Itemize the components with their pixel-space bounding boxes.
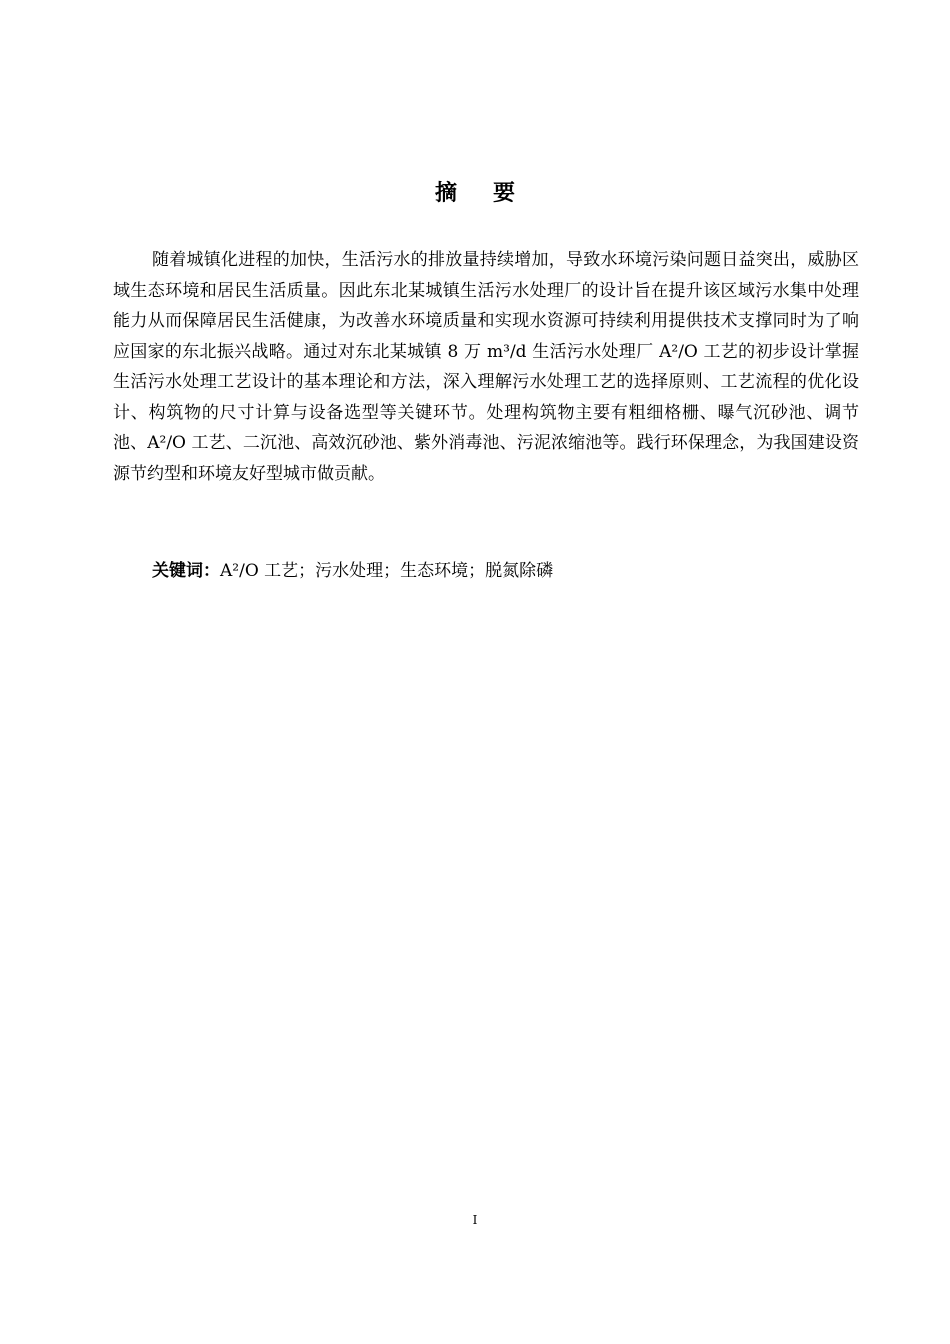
page-number: I — [472, 1213, 478, 1227]
keywords-text: A²/O 工艺；污水处理；生态环境；脱氮除磷 — [220, 561, 554, 581]
abstract-title: 摘要 — [434, 181, 551, 206]
keywords-label: 关键词： — [152, 561, 220, 581]
keywords-line — [152, 556, 852, 586]
abstract-paragraph: 随着城镇化进程的加快，生活污水的排放量持续增加，导致水环境污染问题日益突出，威胁区域生态环境和居民生活质量。因此东北某城镇生活污水处理厂的设计旨在提升该区域污水集中处理能力从而保障居民生活健康，为改善水环境质量和实现水资源可持续利用提供技术支撑同时为了响应国家的东北振兴战略。通过对东北某城镇 8 万 m³/d 生活污水处理厂 A²/O 工艺的初步设计掌握生活污水处理工艺设计的基本理论和方法，深入理解污水处理工艺的选择原则、工艺流程的优化设计、构筑物的尺寸计算与设备选型等关键环节。处理构筑物主要有粗细格栅、曝气沉砂池、调节池、A²/O 工艺、二沉池、高效沉砂池、紫外消毒池、污泥浓缩池等。践行环保理念，为我国建设资源节约型和环境友好型城市做贡献。 — [113, 250, 859, 484]
